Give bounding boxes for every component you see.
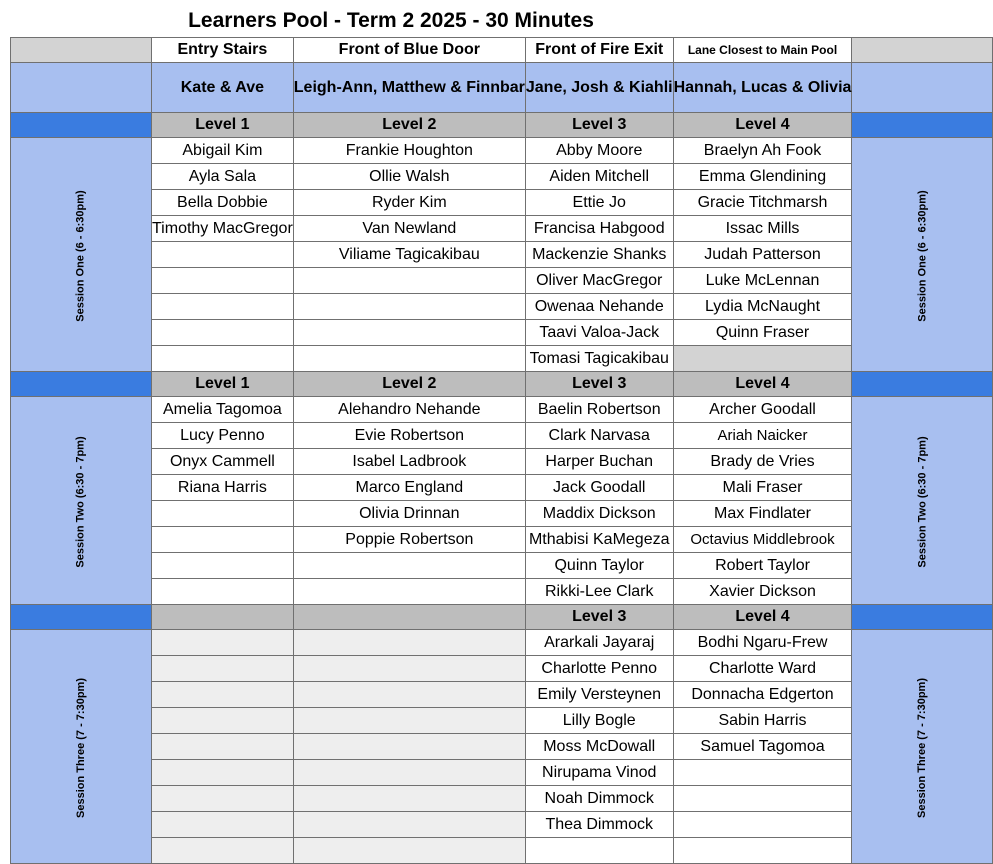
student-row — [11, 501, 993, 527]
location-header: Front of Blue Door — [293, 38, 525, 63]
level-row — [11, 372, 993, 397]
student-name: Lilly Bogle — [525, 708, 673, 734]
student-name: Moss McDowall — [525, 734, 673, 760]
side-cell — [852, 63, 993, 113]
level-header: Level 3 — [525, 605, 673, 630]
student-name — [293, 579, 525, 605]
student-name: Ettie Jo — [525, 190, 673, 216]
student-name: Taavi Valoa-Jack — [525, 320, 673, 346]
student-name: Bella Dobbie — [152, 190, 294, 216]
session-label — [11, 397, 152, 605]
student-name — [673, 812, 852, 838]
student-row — [11, 786, 993, 812]
teacher-row — [11, 63, 993, 113]
student-name — [152, 268, 294, 294]
student-name — [152, 346, 294, 372]
student-name: Mackenzie Shanks — [525, 242, 673, 268]
level-header — [152, 605, 294, 630]
student-name — [293, 656, 525, 682]
student-name: Aiden Mitchell — [525, 164, 673, 190]
student-name — [152, 320, 294, 346]
student-name — [673, 760, 852, 786]
student-name — [293, 630, 525, 656]
session-label-text: Session Three (7 - 7:30pm) — [75, 677, 87, 818]
student-name — [293, 682, 525, 708]
student-name — [673, 786, 852, 812]
student-name: Olivia Drinnan — [293, 501, 525, 527]
teacher-header: Jane, Josh & Kiahli — [525, 63, 673, 113]
session-label-text: Session Two (6:30 - 7pm) — [75, 435, 87, 568]
student-name: Abigail Kim — [152, 138, 294, 164]
student-name — [152, 656, 294, 682]
student-name — [152, 786, 294, 812]
session-label — [852, 138, 993, 372]
student-name: Alehandro Nehande — [293, 397, 525, 423]
student-row — [11, 268, 993, 294]
student-row — [11, 553, 993, 579]
student-name — [293, 553, 525, 579]
student-name — [152, 501, 294, 527]
student-name — [152, 527, 294, 553]
student-name: Tomasi Tagicakibau — [525, 346, 673, 372]
student-row — [11, 734, 993, 760]
level-row — [11, 605, 993, 630]
student-name — [525, 838, 673, 864]
student-name: Jack Goodall — [525, 475, 673, 501]
student-name: Donnacha Edgerton — [673, 682, 852, 708]
student-name: Van Newland — [293, 216, 525, 242]
student-row — [11, 579, 993, 605]
student-name — [293, 346, 525, 372]
student-name — [673, 838, 852, 864]
student-name: Gracie Titchmarsh — [673, 190, 852, 216]
session-label — [11, 138, 152, 372]
student-name: Ollie Walsh — [293, 164, 525, 190]
student-row — [11, 397, 993, 423]
student-name — [293, 268, 525, 294]
student-name — [293, 812, 525, 838]
student-name — [293, 760, 525, 786]
student-name: Ayla Sala — [152, 164, 294, 190]
student-name: Lydia McNaught — [673, 294, 852, 320]
student-row — [11, 320, 993, 346]
student-name: Charlotte Penno — [525, 656, 673, 682]
student-name: Xavier Dickson — [673, 579, 852, 605]
student-name — [293, 294, 525, 320]
location-row — [11, 38, 993, 63]
teacher-header: Hannah, Lucas & Olivia — [673, 63, 852, 113]
student-name: Abby Moore — [525, 138, 673, 164]
student-name: Nirupama Vinod — [525, 760, 673, 786]
student-name: Thea Dimmock — [525, 812, 673, 838]
student-name: Octavius Middlebrook — [673, 527, 852, 553]
student-name: Samuel Tagomoa — [673, 734, 852, 760]
accent-cell — [11, 605, 152, 630]
session-label-text: Session One (6 - 6:30pm) — [75, 189, 87, 322]
student-name: Braelyn Ah Fook — [673, 138, 852, 164]
location-header: Front of Fire Exit — [525, 38, 673, 63]
student-name: Sabin Harris — [673, 708, 852, 734]
teacher-header: Kate & Ave — [152, 63, 294, 113]
level-header: Level 2 — [293, 113, 525, 138]
accent-cell — [852, 372, 993, 397]
student-name: Timothy MacGregor — [152, 216, 294, 242]
corner-cell — [852, 38, 993, 63]
student-row — [11, 812, 993, 838]
student-name: Evie Robertson — [293, 423, 525, 449]
student-name — [152, 553, 294, 579]
student-row — [11, 838, 993, 864]
student-name: Max Findlater — [673, 501, 852, 527]
level-header: Level 3 — [525, 113, 673, 138]
student-name — [293, 320, 525, 346]
roster-body — [11, 38, 993, 864]
student-name — [152, 734, 294, 760]
student-row — [11, 527, 993, 553]
location-header: Entry Stairs — [152, 38, 294, 63]
accent-cell — [11, 113, 152, 138]
session-label-text: Session Three (7 - 7:30pm) — [916, 677, 929, 818]
student-row — [11, 423, 993, 449]
level-header — [293, 605, 525, 630]
level-header: Level 4 — [673, 605, 852, 630]
location-header: Lane Closest to Main Pool — [673, 38, 852, 63]
student-name: Brady de Vries — [673, 449, 852, 475]
student-row — [11, 242, 993, 268]
student-name — [152, 838, 294, 864]
student-name: Onyx Cammell — [152, 449, 294, 475]
student-row — [11, 630, 993, 656]
student-name: Emily Versteynen — [525, 682, 673, 708]
student-name — [673, 346, 852, 372]
accent-cell — [11, 372, 152, 397]
student-name: Quinn Fraser — [673, 320, 852, 346]
student-name: Lucy Penno — [152, 423, 294, 449]
level-header: Level 1 — [152, 372, 294, 397]
student-row — [11, 190, 993, 216]
student-row — [11, 346, 993, 372]
student-name — [152, 294, 294, 320]
level-header: Level 3 — [525, 372, 673, 397]
student-name: Issac Mills — [673, 216, 852, 242]
student-name — [293, 786, 525, 812]
student-name: Judah Patterson — [673, 242, 852, 268]
level-row — [11, 113, 993, 138]
student-name: Francisa Habgood — [525, 216, 673, 242]
student-name: Charlotte Ward — [673, 656, 852, 682]
student-name: Emma Glendining — [673, 164, 852, 190]
student-name — [152, 630, 294, 656]
student-name: Ryder Kim — [293, 190, 525, 216]
teacher-header: Leigh-Ann, Matthew & Finnbar — [293, 63, 525, 113]
student-row — [11, 708, 993, 734]
student-name — [152, 760, 294, 786]
student-name: Ararkali Jayaraj — [525, 630, 673, 656]
student-row — [11, 216, 993, 242]
student-row — [11, 294, 993, 320]
student-name: Mthabisi KaMegeza — [525, 527, 673, 553]
student-name: Owenaa Nehande — [525, 294, 673, 320]
student-name: Clark Narvasa — [525, 423, 673, 449]
student-name: Archer Goodall — [673, 397, 852, 423]
level-header: Level 4 — [673, 113, 852, 138]
student-name: Frankie Houghton — [293, 138, 525, 164]
page-title: Learners Pool - Term 2 2025 - 30 Minutes — [188, 9, 594, 32]
student-name: Oliver MacGregor — [525, 268, 673, 294]
level-header: Level 4 — [673, 372, 852, 397]
student-row — [11, 760, 993, 786]
accent-cell — [852, 113, 993, 138]
student-name — [152, 579, 294, 605]
student-name: Isabel Ladbrook — [293, 449, 525, 475]
student-name: Maddix Dickson — [525, 501, 673, 527]
student-row — [11, 138, 993, 164]
student-name: Poppie Robertson — [293, 527, 525, 553]
student-row — [11, 656, 993, 682]
student-name — [293, 734, 525, 760]
student-row — [11, 449, 993, 475]
student-row — [11, 475, 993, 501]
student-name — [293, 838, 525, 864]
student-name — [152, 682, 294, 708]
level-header: Level 1 — [152, 113, 294, 138]
level-header: Level 2 — [293, 372, 525, 397]
student-name: Harper Buchan — [525, 449, 673, 475]
session-label — [852, 397, 993, 605]
side-cell — [11, 63, 152, 113]
student-name: Marco England — [293, 475, 525, 501]
session-label-text: Session One (6 - 6:30pm) — [916, 189, 929, 322]
roster-table — [10, 37, 993, 864]
student-name: Quinn Taylor — [525, 553, 673, 579]
student-name — [293, 708, 525, 734]
student-name: Noah Dimmock — [525, 786, 673, 812]
student-name: Mali Fraser — [673, 475, 852, 501]
session-label — [852, 630, 993, 864]
student-name: Amelia Tagomoa — [152, 397, 294, 423]
student-name: Baelin Robertson — [525, 397, 673, 423]
student-row — [11, 164, 993, 190]
student-name: Viliame Tagicakibau — [293, 242, 525, 268]
student-row — [11, 682, 993, 708]
student-name — [152, 242, 294, 268]
session-label — [11, 630, 152, 864]
accent-cell — [852, 605, 993, 630]
corner-cell — [11, 38, 152, 63]
student-name: Rikki-Lee Clark — [525, 579, 673, 605]
student-name: Riana Harris — [152, 475, 294, 501]
student-name: Robert Taylor — [673, 553, 852, 579]
student-name — [152, 708, 294, 734]
student-name: Ariah Naicker — [673, 423, 852, 449]
student-name — [152, 812, 294, 838]
student-name: Bodhi Ngaru-Frew — [673, 630, 852, 656]
student-name: Luke McLennan — [673, 268, 852, 294]
session-label-text: Session Two (6:30 - 7pm) — [916, 435, 929, 568]
